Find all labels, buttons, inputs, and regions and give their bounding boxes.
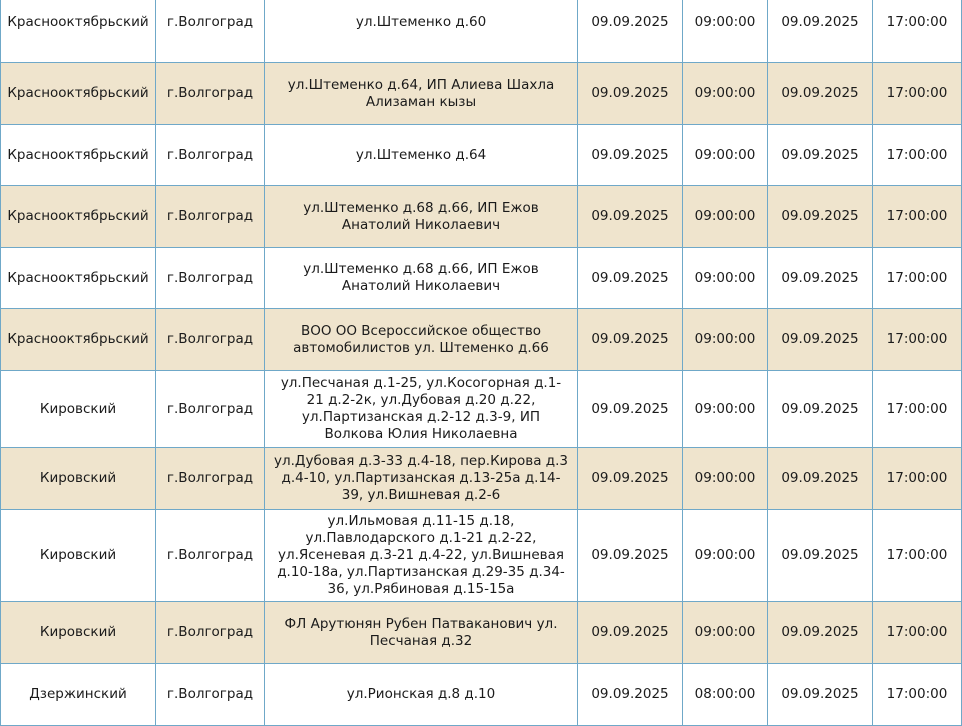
end-date-cell: 09.09.2025 — [768, 602, 873, 664]
district-cell: Краснооктябрьский — [1, 63, 156, 125]
end-date-cell: 09.09.2025 — [768, 0, 873, 63]
district-cell: Кировский — [1, 371, 156, 448]
table-row — [1, 371, 962, 448]
address-cell: ул.Штеменко д.64 — [265, 125, 578, 186]
start-time-cell: 09:00:00 — [683, 186, 768, 248]
district-cell: Кировский — [1, 510, 156, 602]
table-row — [1, 448, 962, 510]
end-date-cell: 09.09.2025 — [768, 186, 873, 248]
start-date-cell: 09.09.2025 — [578, 248, 683, 309]
end-date-cell: 09.09.2025 — [768, 510, 873, 602]
start-time-cell: 09:00:00 — [683, 0, 768, 63]
address-cell: ул.Дубовая д.3-33 д.4-18, пер.Кирова д.3 д.4-10, ул.Партизанская д.13-25а д.14-39, ул.Вишневая д.2-6 — [265, 448, 578, 510]
district-cell: Кировский — [1, 602, 156, 664]
city-cell: г.Волгоград — [156, 125, 265, 186]
start-date-cell: 09.09.2025 — [578, 602, 683, 664]
district-cell: Краснооктябрьский — [1, 186, 156, 248]
start-time-cell: 09:00:00 — [683, 448, 768, 510]
end-time-cell: 17:00:00 — [873, 664, 962, 726]
city-cell: г.Волгоград — [156, 664, 265, 726]
end-time-cell: 17:00:00 — [873, 510, 962, 602]
table-row — [1, 63, 962, 125]
end-date-cell: 09.09.2025 — [768, 63, 873, 125]
start-date-cell: 09.09.2025 — [578, 125, 683, 186]
start-date-cell: 09.09.2025 — [578, 371, 683, 448]
city-cell: г.Волгоград — [156, 309, 265, 371]
city-cell: г.Волгоград — [156, 448, 265, 510]
start-date-cell: 09.09.2025 — [578, 0, 683, 63]
address-cell: ул.Рионская д.8 д.10 — [265, 664, 578, 726]
start-date-cell: 09.09.2025 — [578, 63, 683, 125]
start-time-cell: 09:00:00 — [683, 63, 768, 125]
district-cell: Краснооктябрьский — [1, 248, 156, 309]
end-date-cell: 09.09.2025 — [768, 371, 873, 448]
start-date-cell: 09.09.2025 — [578, 510, 683, 602]
end-date-cell: 09.09.2025 — [768, 248, 873, 309]
start-date-cell: 09.09.2025 — [578, 186, 683, 248]
table-row — [1, 602, 962, 664]
table-row — [1, 664, 962, 726]
end-date-cell: 09.09.2025 — [768, 125, 873, 186]
end-date-cell: 09.09.2025 — [768, 664, 873, 726]
city-cell: г.Волгоград — [156, 371, 265, 448]
start-time-cell: 09:00:00 — [683, 309, 768, 371]
start-date-cell: 09.09.2025 — [578, 664, 683, 726]
address-cell: ФЛ Арутюнян Рубен Патваканович ул. Песчаная д.32 — [265, 602, 578, 664]
start-time-cell: 09:00:00 — [683, 602, 768, 664]
end-time-cell: 17:00:00 — [873, 309, 962, 371]
district-cell: Краснооктябрьский — [1, 309, 156, 371]
start-time-cell: 09:00:00 — [683, 371, 768, 448]
address-cell: ул.Штеменко д.68 д.66, ИП Ежов Анатолий Николаевич — [265, 248, 578, 309]
end-time-cell: 17:00:00 — [873, 125, 962, 186]
table-row — [1, 309, 962, 371]
city-cell: г.Волгоград — [156, 248, 265, 309]
table-row — [1, 248, 962, 309]
end-time-cell: 17:00:00 — [873, 0, 962, 63]
district-cell: Кировский — [1, 448, 156, 510]
table-row — [1, 510, 962, 602]
start-date-cell: 09.09.2025 — [578, 448, 683, 510]
end-time-cell: 17:00:00 — [873, 448, 962, 510]
end-time-cell: 17:00:00 — [873, 371, 962, 448]
address-cell: ул.Штеменко д.60 — [265, 0, 578, 63]
address-cell: ул.Штеменко д.64, ИП Алиева Шахла Ализаман кызы — [265, 63, 578, 125]
address-cell: ул.Песчаная д.1-25, ул.Косогорная д.1-21 д.2-2к, ул.Дубовая д.20 д.22, ул.Партизанская д.2-12 д.3-9, ИП Волкова Юлия Николаевна — [265, 371, 578, 448]
start-time-cell: 08:00:00 — [683, 664, 768, 726]
start-time-cell: 09:00:00 — [683, 125, 768, 186]
table-row — [1, 125, 962, 186]
city-cell: г.Волгоград — [156, 186, 265, 248]
start-date-cell: 09.09.2025 — [578, 309, 683, 371]
table-body — [1, 0, 962, 726]
address-cell: ул.Ильмовая д.11-15 д.18, ул.Павлодарского д.1-21 д.2-22, ул.Ясеневая д.3-21 д.4-22, ул.Вишневая д.10-18а, ул.Партизанская д.29-35 д.34-36, ул.Рябиновая д.15-15а — [265, 510, 578, 602]
address-cell: ул.Штеменко д.68 д.66, ИП Ежов Анатолий Николаевич — [265, 186, 578, 248]
city-cell: г.Волгоград — [156, 510, 265, 602]
end-time-cell: 17:00:00 — [873, 63, 962, 125]
end-time-cell: 17:00:00 — [873, 248, 962, 309]
end-date-cell: 09.09.2025 — [768, 309, 873, 371]
district-cell: Краснооктябрьский — [1, 0, 156, 63]
end-time-cell: 17:00:00 — [873, 602, 962, 664]
end-date-cell: 09.09.2025 — [768, 448, 873, 510]
table-row — [1, 0, 962, 63]
end-time-cell: 17:00:00 — [873, 186, 962, 248]
start-time-cell: 09:00:00 — [683, 248, 768, 309]
city-cell: г.Волгоград — [156, 63, 265, 125]
district-cell: Дзержинский — [1, 664, 156, 726]
table-row — [1, 186, 962, 248]
address-cell: ВОО ОО Всероссийское общество автомобилистов ул. Штеменко д.66 — [265, 309, 578, 371]
district-cell: Краснооктябрьский — [1, 125, 156, 186]
city-cell: г.Волгоград — [156, 602, 265, 664]
start-time-cell: 09:00:00 — [683, 510, 768, 602]
city-cell: г.Волгоград — [156, 0, 265, 63]
